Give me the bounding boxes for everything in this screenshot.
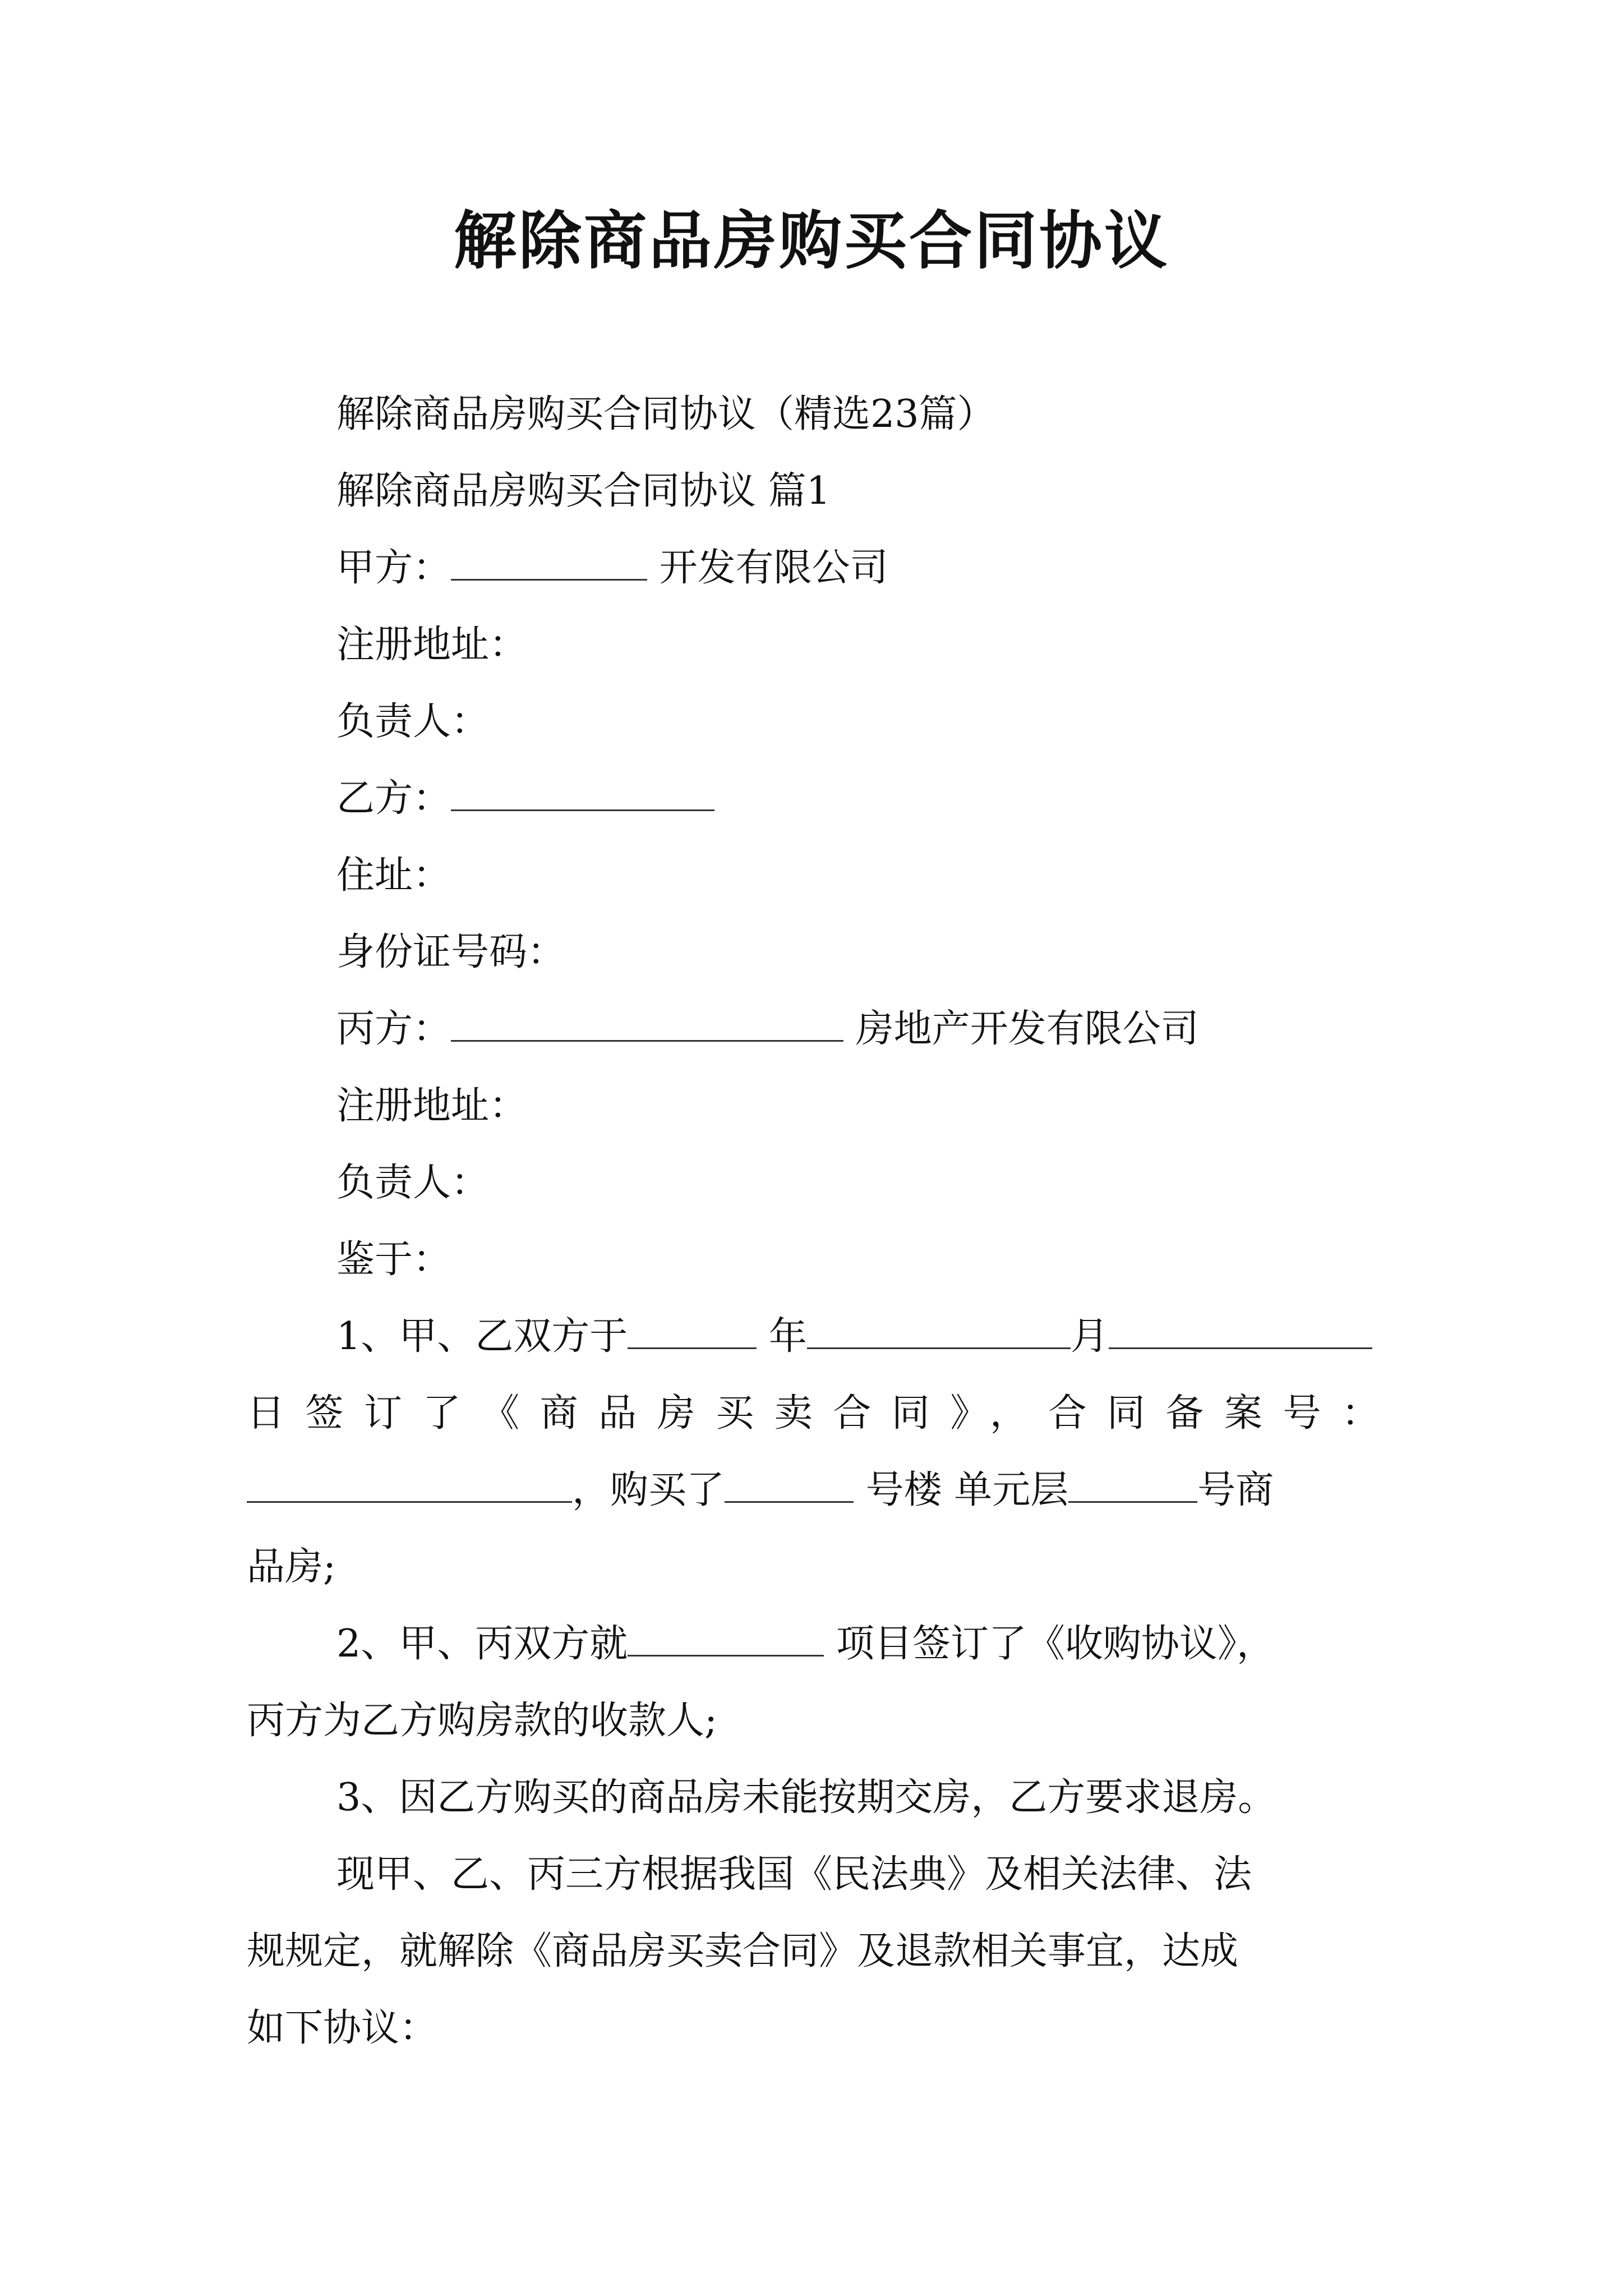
document-body xyxy=(247,376,1380,2067)
party-c-line xyxy=(247,991,1380,1068)
item1-unit: 号商 xyxy=(1197,1468,1274,1512)
item1-unit-blank xyxy=(1068,1469,1197,1503)
party-c-label: 丙方： xyxy=(336,1007,451,1051)
item1-line1 xyxy=(247,1298,1380,1375)
party-b-address: 住址： xyxy=(336,853,451,898)
section-heading: 解除商品房购买合同协议 篇1 xyxy=(336,469,831,513)
party-a-person-in-charge: 负责人： xyxy=(336,700,490,744)
party-c-suffix: 房地产开发有限公司 xyxy=(843,1007,1199,1051)
item2-prefix: 2、甲、丙双方就 xyxy=(336,1622,628,1666)
party-a-reg-address: 注册地址： xyxy=(336,623,528,667)
item1-record-blank xyxy=(247,1469,572,1503)
item2-suffix: 项目签订了《收购协议》， xyxy=(824,1622,1275,1666)
item1-line3 xyxy=(247,1452,1380,1529)
closing-line3: 如下协议： xyxy=(247,2006,438,2050)
whereas-heading: 鉴于： xyxy=(336,1237,451,1282)
item1-year-blank xyxy=(628,1315,757,1349)
item2-project-blank xyxy=(628,1622,824,1657)
item1-month-blank xyxy=(807,1315,1071,1349)
document-title: 解除商品房购买合同协议 xyxy=(454,204,1169,278)
item1-building: 号楼 单元层 xyxy=(854,1468,1069,1512)
closing-line2: 规规定，就解除《商品房买卖合同》及退款相关事宜，达成 xyxy=(247,1929,1239,1973)
closing-line1: 现甲、乙、丙三方根据我国《民法典》及相关法律、法 xyxy=(336,1852,1252,1897)
item3: 3、因乙方购买的商品房未能按期交房，乙方要求退房。 xyxy=(336,1775,1276,1820)
item1-building-blank xyxy=(725,1469,854,1503)
item1-bought: ，购买了 xyxy=(572,1468,725,1512)
party-b-line xyxy=(247,760,1380,837)
party-c-blank xyxy=(451,1007,843,1042)
item1-month: 月 xyxy=(1070,1314,1109,1359)
item1-year: 年 xyxy=(757,1314,807,1359)
item1-day-blank xyxy=(1109,1315,1372,1349)
item1-prefix: 1、甲、乙双方于 xyxy=(336,1314,628,1359)
party-b-blank xyxy=(451,777,714,811)
item2-line1 xyxy=(247,1605,1380,1682)
item2-line2: 丙方为乙方购房款的收款人; xyxy=(247,1699,717,1743)
item1-line2: 日签订了《商品房买卖合同》，合同备案号： xyxy=(247,1391,1380,1435)
party-c-person-in-charge: 负责人： xyxy=(336,1161,490,1205)
party-c-reg-address: 注册地址： xyxy=(336,1084,528,1128)
party-a-suffix: 开发有限公司 xyxy=(647,546,888,590)
subtitle: 解除商品房购买合同协议（精选23篇） xyxy=(336,392,995,436)
item1-line4: 品房; xyxy=(247,1545,336,1589)
party-b-id-number: 身份证号码： xyxy=(336,930,566,974)
party-a-label: 甲方： xyxy=(336,546,451,590)
party-b-label: 乙方： xyxy=(336,776,451,821)
party-a-blank xyxy=(451,546,647,581)
party-a-line xyxy=(247,530,1380,606)
